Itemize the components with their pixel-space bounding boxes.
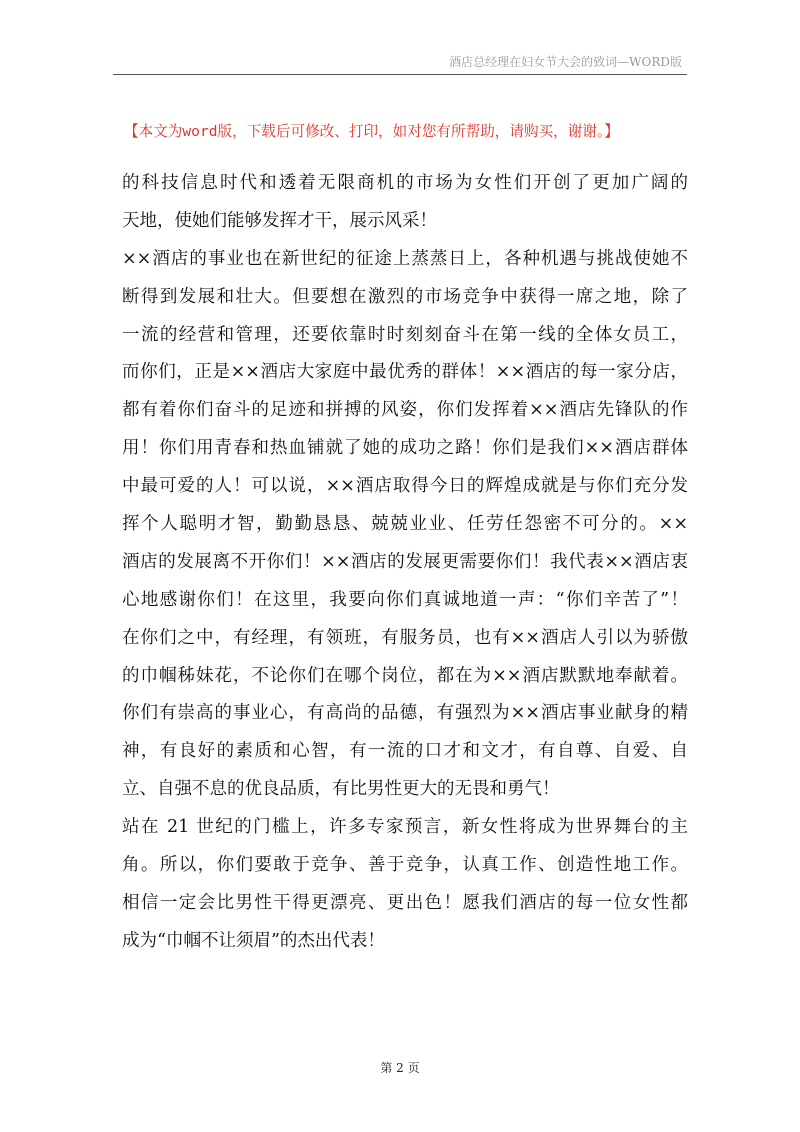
body-line: 用！你们用青春和热血铺就了她的成功之路！你们是我们××酒店群体 bbox=[122, 438, 688, 459]
download-notice: 【本文为word版，下载后可修改、打印，如对您有所帮助，请购买，谢谢。】 bbox=[124, 123, 619, 140]
body-line: 天地，使她们能够发挥才干，展示风采！ bbox=[122, 210, 437, 231]
body-line: 中最可爱的人！可以说，××酒店取得今日的辉煌成就是与你们充分发 bbox=[122, 476, 688, 497]
body-line: 神，有良好的素质和心智，有一流的口才和文才，有自尊、自爱、自 bbox=[122, 741, 688, 762]
header-title: 酒店总经理在妇女节大会的致词—WORD版 bbox=[449, 55, 682, 69]
body-line: 相信一定会比男性干得更漂亮、更出色！愿我们酒店的每一位女性都 bbox=[122, 892, 688, 913]
body-line: 你们有崇高的事业心，有高尚的品德，有强烈为××酒店事业献身的精 bbox=[122, 703, 688, 724]
body-line: 而你们，正是××酒店大家庭中最优秀的群体！××酒店的每一家分店， bbox=[122, 362, 688, 383]
body-line: 立、自强不息的优良品质，有比男性更大的无畏和勇气！ bbox=[122, 779, 560, 800]
body-line: 一流的经营和管理，还要依靠时时刻刻奋斗在第一线的全体女员工， bbox=[122, 324, 688, 345]
body-line: 心地感谢你们！在这里，我要向你们真诚地道一声：“你们辛苦了”！ bbox=[122, 589, 688, 610]
body-line: 角。所以，你们要敢于竞争、善于竞争，认真工作、创造性地工作。 bbox=[122, 855, 688, 876]
body-line: 的巾帼秭妹花，不论你们在哪个岗位，都在为××酒店默默地奉献着。 bbox=[122, 665, 688, 686]
header-divider bbox=[113, 74, 687, 75]
body-line: ××酒店的事业也在新世纪的征途上蒸蒸日上，各种机遇与挑战使她不 bbox=[122, 248, 688, 269]
page-number: 第 2 页 bbox=[380, 1061, 420, 1075]
document-body bbox=[122, 165, 688, 961]
body-line: 在你们之中，有经理，有领班，有服务员，也有××酒店人引以为骄傲 bbox=[122, 627, 688, 648]
body-line: 挥个人聪明才智，勤勤恳恳、兢兢业业、任劳任怨密不可分的。×× bbox=[122, 514, 688, 535]
body-line: 成为“巾帼不让须眉”的杰出代表！ bbox=[122, 930, 385, 951]
body-line: 酒店的发展离不开你们！××酒店的发展更需要你们！我代表××酒店衷 bbox=[122, 551, 688, 572]
body-line: 断得到发展和壮大。但要想在激烈的市场竞争中获得一席之地，除了 bbox=[122, 286, 688, 307]
body-line: 的科技信息时代和透着无限商机的市场为女性们开创了更加广阔的 bbox=[122, 173, 688, 193]
body-line: 都有着你们奋斗的足迹和拼搏的风姿，你们发挥着××酒店先锋队的作 bbox=[122, 400, 688, 421]
body-line: 站在 21 世纪的门槛上，许多专家预言，新女性将成为世界舞台的主 bbox=[122, 817, 688, 838]
